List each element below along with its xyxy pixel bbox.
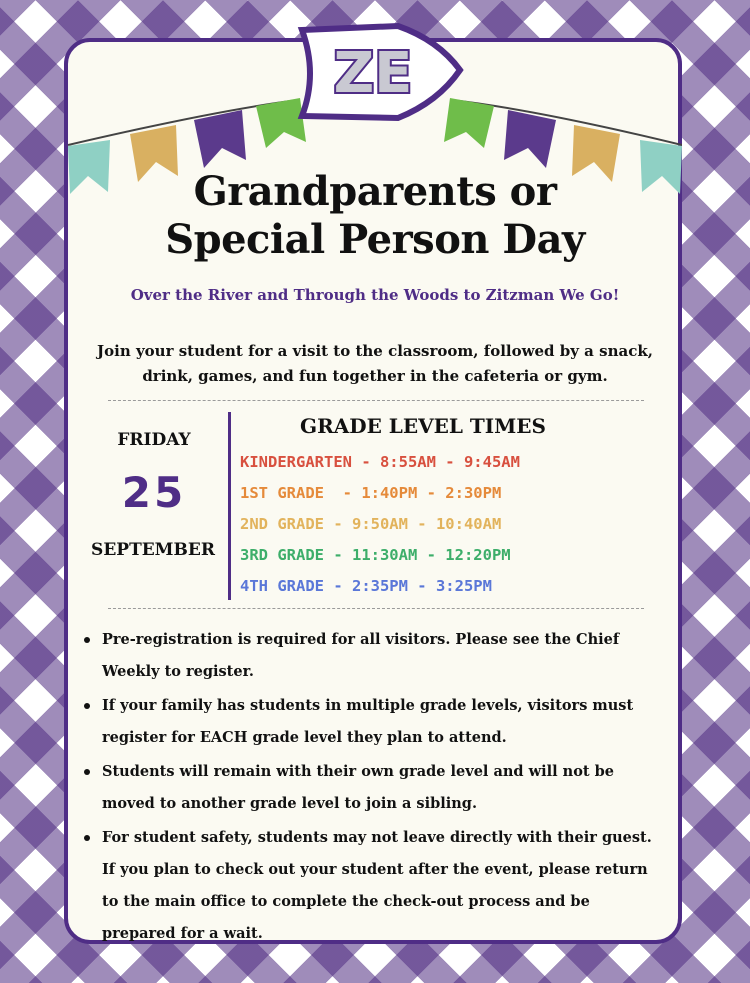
intro-text	[92, 339, 658, 389]
note-item: For student safety, students may not leave directly with their guest. If you plan to check out your student after the event, please return to the main office to complete the check-out process and be prepared for a wait.	[82, 822, 662, 950]
bullet-icon	[84, 835, 90, 841]
arrowhead-logo	[288, 18, 468, 128]
page-title	[64, 168, 686, 264]
bullet-icon	[84, 703, 90, 709]
title-line-1: Grandparents or	[193, 168, 557, 215]
subtitle: Over the River and Through the Woods to Zitzman We Go!	[130, 286, 620, 304]
grade-times-heading: GRADE LEVEL TIMES	[300, 414, 546, 438]
intro-line-2: drink, games, and fun together in the cafeteria or gym.	[142, 367, 608, 385]
grade-time-1st: 1ST GRADE - 1:40PM - 2:30PM	[240, 484, 502, 502]
flag-purple-left	[194, 110, 246, 168]
flag-purple-right	[504, 110, 556, 168]
logo-letters: ZE	[333, 41, 413, 106]
vertical-divider	[228, 412, 231, 600]
note-item: If your family has students in multiple grade levels, visitors must register for EACH grade level they plan to attend.	[82, 690, 662, 754]
grade-time-kindergarten: KINDERGARTEN - 8:55AM - 9:45AM	[240, 453, 520, 471]
bullet-icon	[84, 769, 90, 775]
note-item: Pre-registration is required for all visitors. Please see the Chief Weekly to register.	[82, 624, 662, 688]
event-day: FRIDAY	[117, 430, 191, 450]
title-line-2: Special Person Day	[165, 216, 585, 263]
intro-line-1: Join your student for a visit to the classroom, followed by a snack,	[97, 342, 653, 360]
grade-time-2nd: 2ND GRADE - 9:50AM - 10:40AM	[240, 515, 502, 533]
grade-time-3rd: 3RD GRADE - 11:30AM - 12:20PM	[240, 546, 511, 564]
event-date-number: 25	[121, 468, 187, 517]
bullet-icon	[84, 637, 90, 643]
grade-time-4th: 4TH GRADE - 2:35PM - 3:25PM	[240, 577, 492, 595]
notes-list	[82, 624, 662, 952]
divider-bottom	[108, 608, 644, 609]
divider-top	[108, 400, 644, 401]
event-month: SEPTEMBER	[91, 540, 215, 560]
note-item: Students will remain with their own grade level and will not be moved to another grade level to join a sibling.	[82, 756, 662, 820]
grade-times-list	[240, 450, 520, 605]
